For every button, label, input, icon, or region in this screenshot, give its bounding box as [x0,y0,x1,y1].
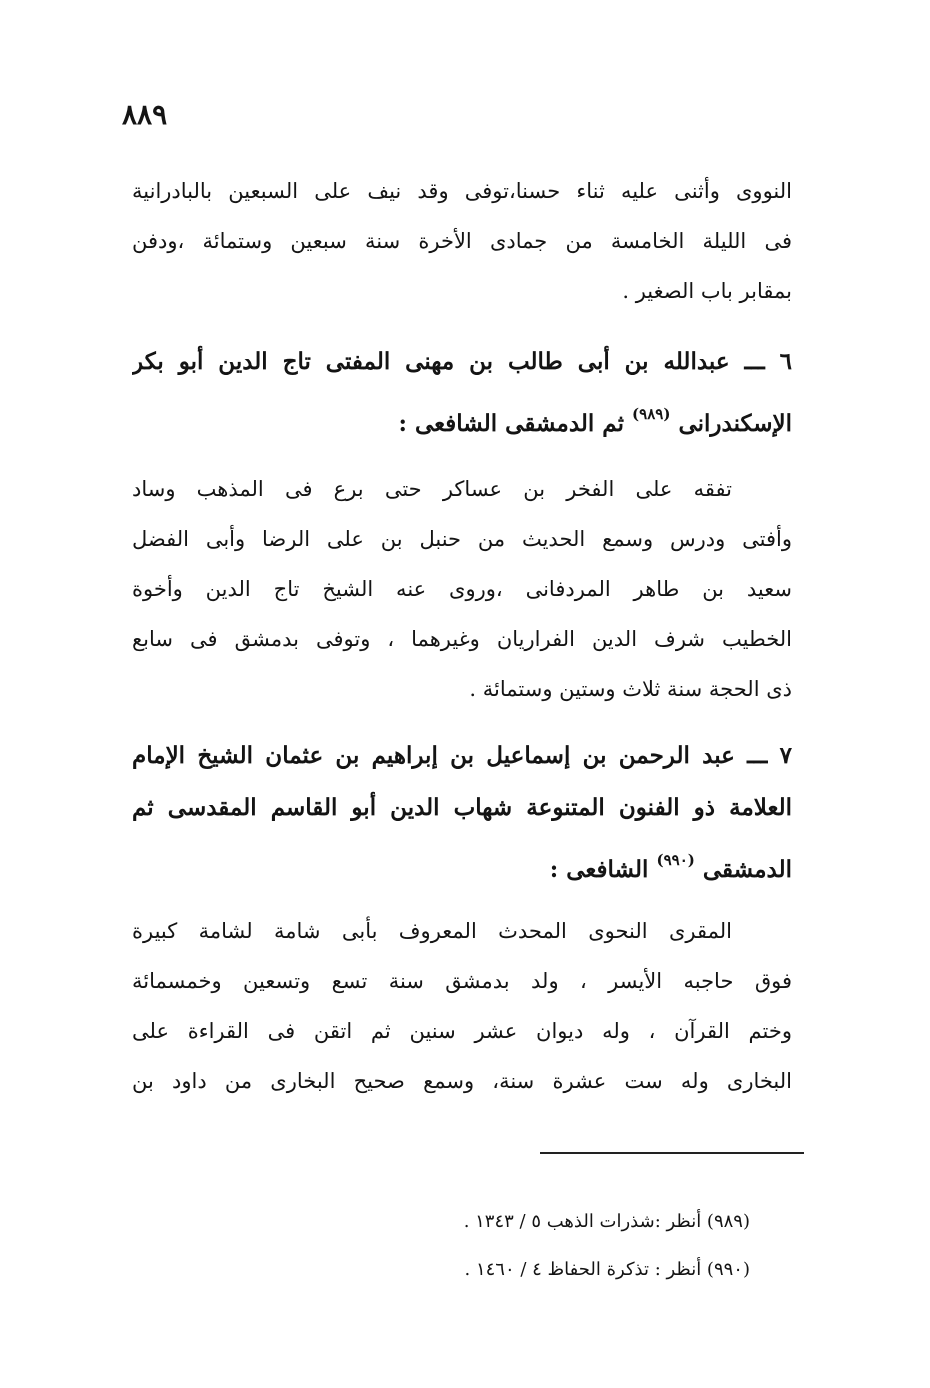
heading-line: ٧ ـــ عبد الرحمن بن إسماعيل بن إبراهيم بن عثمان الشيخ الإمام [132,742,792,769]
text-line: بمقابر باب الصغير . [622,279,792,303]
heading-line: العلامة ذو الفنون المتنوعة شهاب الدين أبو القاسم المقدسى ثم [132,794,792,821]
heading-text: الإسكندرانى [678,410,792,437]
page-number: ٨٨٩ [122,98,168,131]
text-line: الخطيب شرف الدين الفراريان وغيرهما ، وتوفى بدمشق فى سابع [132,627,792,651]
text-line: فوق حاجبه الأيسر ، ولد بدمشق سنة تسع وتسعين وخمسمائة [132,969,792,993]
text-line: وختم القرآن ، وله ديوان عشر سنين ثم اتقن فى القراءة على [132,1019,792,1043]
footnote-989: (٩٨٩) أنظر :شذرات الذهب ٥ / ١٣٤٣ . [463,1211,750,1232]
footnote-ref-989: (٩٨٩) [632,405,671,423]
entry-6-body [132,464,792,714]
text-line: النووى وأثنى عليه ثناء حسنا،توفى وقد نيف على السبعين بالبادرانية [132,179,792,203]
entry-7-body [132,906,792,1106]
intro-paragraph [132,166,792,316]
entry-7-heading [132,730,792,886]
text-line: سعيد بن طاهر المردفانى ،وروى عنه الشيخ تاج الدين وأخوة [132,577,792,601]
heading-text: ثم الدمشقى الشافعى : [398,410,625,437]
heading-line [132,388,792,440]
heading-line: ٦ ـــ عبدالله بن أبى طالب بن مهنى المفتى تاج الدين أبو بكر [132,348,792,375]
text-line: تفقه على الفخر بن عساكر حتى برع فى المذهب وساد [132,477,732,501]
text-line: فى الليلة الخامسة من جمادى الأخرة سنة سبعين وستمائة ،ودفن [132,229,792,253]
heading-line [132,834,792,886]
text-line: البخارى وله ست عشرة سنة، وسمع صحيح البخارى من داود بن [132,1069,792,1093]
footnote-990: (٩٩٠) أنظر : تذكرة الحفاظ ٤ / ١٤٦٠ . [464,1259,750,1280]
footnote-ref-990: (٩٩٠) [656,851,695,869]
footnote-separator [540,1152,804,1154]
footnotes [300,1198,750,1294]
heading-text: الدمشقى [702,856,792,883]
heading-text: الشافعى : [549,856,649,883]
text-line: المقرى النحوى المحدث المعروف بأبى شامة لشامة كبيرة [132,919,732,943]
text-line: وأفتى ودرس وسمع الحديث من حنبل بن على الرضا وأبى الفضل [132,527,792,551]
text-line: ذى الحجة سنة ثلاث وستين وستمائة . [469,677,792,701]
entry-6-heading [132,336,792,440]
